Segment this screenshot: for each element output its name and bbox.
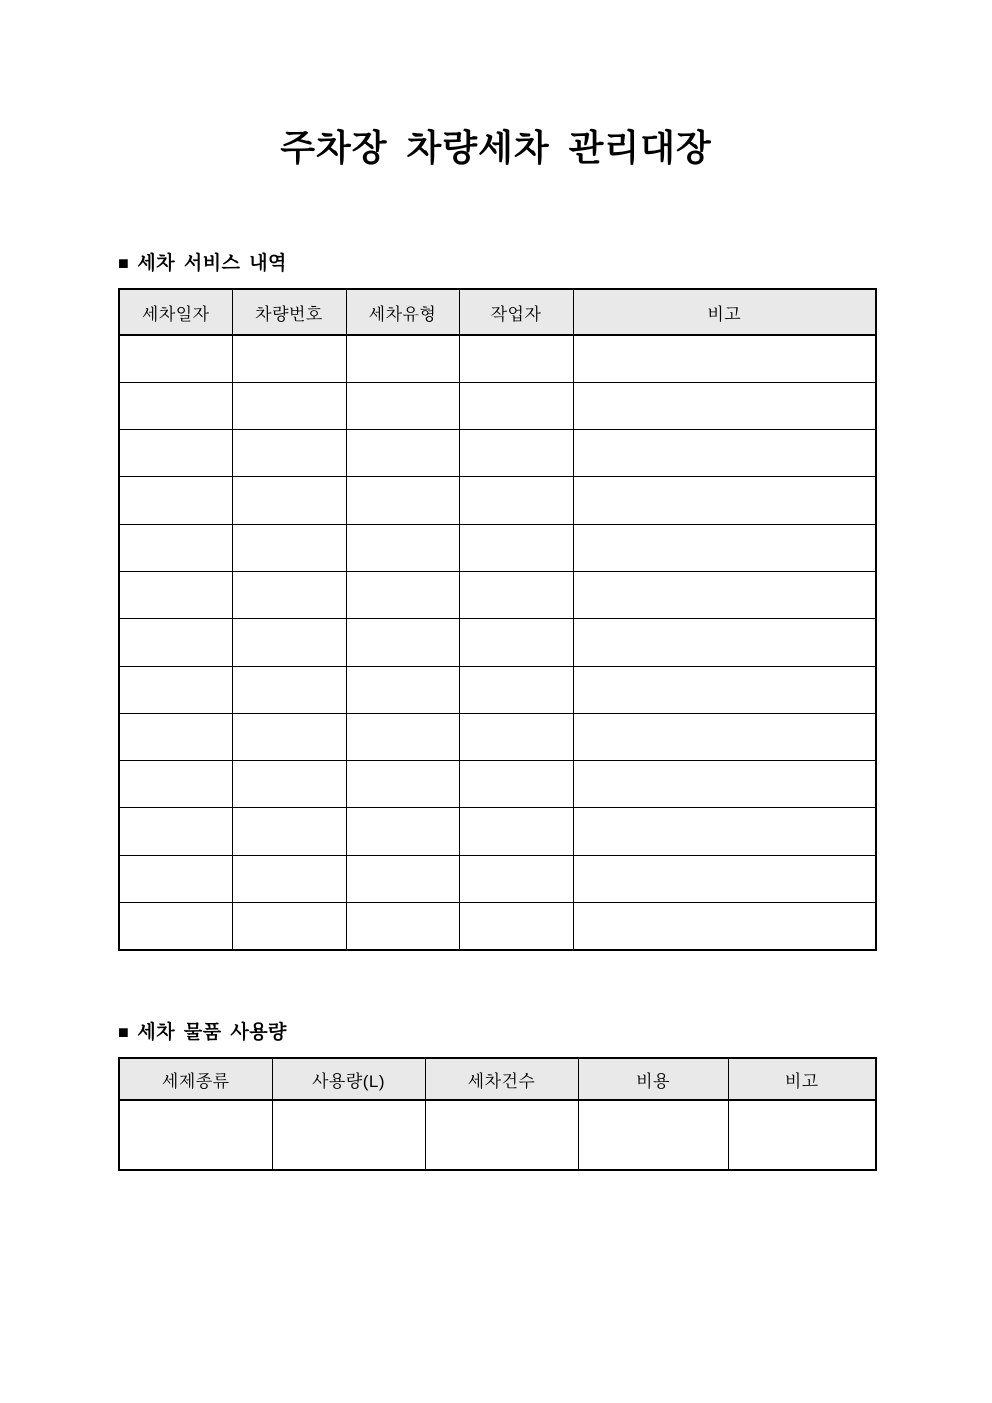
column-header-wash-type: 세차유형 [346, 289, 459, 335]
empty-cell[interactable] [573, 430, 876, 477]
empty-cell[interactable] [459, 382, 573, 429]
empty-cell[interactable] [573, 903, 876, 950]
empty-cell[interactable] [346, 666, 459, 713]
empty-cell[interactable] [232, 335, 346, 382]
empty-cell[interactable] [232, 571, 346, 618]
header-row [119, 289, 876, 335]
empty-cell[interactable] [346, 571, 459, 618]
table-row [119, 903, 876, 950]
column-header-remarks: 비고 [573, 289, 876, 335]
table-row [119, 808, 876, 855]
header-row [119, 1058, 876, 1100]
section-heading-supplies-usage [118, 1017, 287, 1044]
table-row [119, 855, 876, 902]
table-row [119, 477, 876, 524]
empty-cell[interactable] [573, 477, 876, 524]
square-bullet-icon: ■ [118, 253, 130, 273]
empty-cell[interactable] [119, 808, 232, 855]
empty-cell[interactable] [573, 619, 876, 666]
empty-cell[interactable] [459, 808, 573, 855]
column-header-usage-amount: 사용량(L) [272, 1058, 425, 1100]
empty-cell[interactable] [573, 666, 876, 713]
column-header-cost: 비용 [578, 1058, 728, 1100]
empty-cell[interactable] [728, 1100, 876, 1170]
table-row [119, 524, 876, 571]
empty-cell[interactable] [232, 524, 346, 571]
empty-cell[interactable] [573, 855, 876, 902]
column-header-wash-count: 세차건수 [425, 1058, 578, 1100]
empty-cell[interactable] [232, 808, 346, 855]
empty-cell[interactable] [119, 619, 232, 666]
empty-cell[interactable] [232, 903, 346, 950]
wash-service-table-body [119, 335, 876, 950]
empty-cell[interactable] [573, 524, 876, 571]
empty-cell[interactable] [232, 713, 346, 760]
empty-cell[interactable] [346, 713, 459, 760]
empty-cell[interactable] [232, 430, 346, 477]
empty-cell[interactable] [459, 713, 573, 760]
empty-cell[interactable] [346, 335, 459, 382]
empty-cell[interactable] [119, 524, 232, 571]
empty-cell[interactable] [459, 477, 573, 524]
empty-cell[interactable] [346, 903, 459, 950]
empty-cell[interactable] [459, 571, 573, 618]
empty-cell[interactable] [346, 619, 459, 666]
empty-cell[interactable] [573, 761, 876, 808]
empty-cell[interactable] [119, 335, 232, 382]
empty-cell[interactable] [232, 382, 346, 429]
empty-cell[interactable] [346, 477, 459, 524]
empty-cell[interactable] [573, 571, 876, 618]
table-row [119, 335, 876, 382]
table-row [119, 430, 876, 477]
supplies-usage-table-header [119, 1058, 876, 1100]
table-row [119, 571, 876, 618]
empty-cell[interactable] [459, 903, 573, 950]
section-heading-wash-service [118, 248, 287, 275]
empty-cell[interactable] [459, 524, 573, 571]
empty-cell[interactable] [346, 430, 459, 477]
empty-cell[interactable] [346, 524, 459, 571]
empty-cell[interactable] [119, 855, 232, 902]
document-title: 주차장 차량세차 관리대장 [280, 127, 712, 168]
empty-cell[interactable] [346, 761, 459, 808]
empty-cell[interactable] [459, 761, 573, 808]
empty-cell[interactable] [232, 761, 346, 808]
empty-cell[interactable] [573, 382, 876, 429]
section-heading-wash-service-label: 세차 서비스 내역 [137, 253, 287, 274]
empty-cell[interactable] [232, 477, 346, 524]
empty-cell[interactable] [232, 619, 346, 666]
supplies-usage-table [118, 1057, 877, 1171]
table-row [119, 382, 876, 429]
empty-cell[interactable] [119, 571, 232, 618]
empty-cell[interactable] [119, 713, 232, 760]
empty-cell[interactable] [346, 855, 459, 902]
table-row [119, 713, 876, 760]
empty-cell[interactable] [119, 903, 232, 950]
square-bullet-icon: ■ [118, 1022, 130, 1042]
empty-cell[interactable] [425, 1100, 578, 1170]
table-row [119, 761, 876, 808]
empty-cell[interactable] [459, 335, 573, 382]
empty-cell[interactable] [119, 1100, 272, 1170]
empty-cell[interactable] [232, 666, 346, 713]
empty-cell[interactable] [119, 477, 232, 524]
empty-cell[interactable] [459, 666, 573, 713]
column-header-vehicle-number: 차량번호 [232, 289, 346, 335]
column-header-detergent-type: 세제종류 [119, 1058, 272, 1100]
empty-cell[interactable] [573, 808, 876, 855]
empty-cell[interactable] [346, 382, 459, 429]
empty-cell[interactable] [272, 1100, 425, 1170]
empty-cell[interactable] [346, 808, 459, 855]
supplies-usage-table-body [119, 1100, 876, 1170]
empty-cell[interactable] [578, 1100, 728, 1170]
table-row [119, 1100, 876, 1170]
empty-cell[interactable] [573, 713, 876, 760]
empty-cell[interactable] [573, 335, 876, 382]
wash-service-table-header [119, 289, 876, 335]
empty-cell[interactable] [119, 430, 232, 477]
empty-cell[interactable] [459, 430, 573, 477]
section-heading-supplies-usage-label: 세차 물품 사용량 [137, 1022, 287, 1043]
column-header-wash-date: 세차일자 [119, 289, 232, 335]
empty-cell[interactable] [119, 761, 232, 808]
wash-service-table [118, 288, 877, 951]
table-row [119, 666, 876, 713]
empty-cell[interactable] [119, 666, 232, 713]
column-header-remarks: 비고 [728, 1058, 876, 1100]
empty-cell[interactable] [459, 619, 573, 666]
table-row [119, 619, 876, 666]
empty-cell[interactable] [459, 855, 573, 902]
column-header-worker: 작업자 [459, 289, 573, 335]
empty-cell[interactable] [119, 382, 232, 429]
empty-cell[interactable] [232, 855, 346, 902]
